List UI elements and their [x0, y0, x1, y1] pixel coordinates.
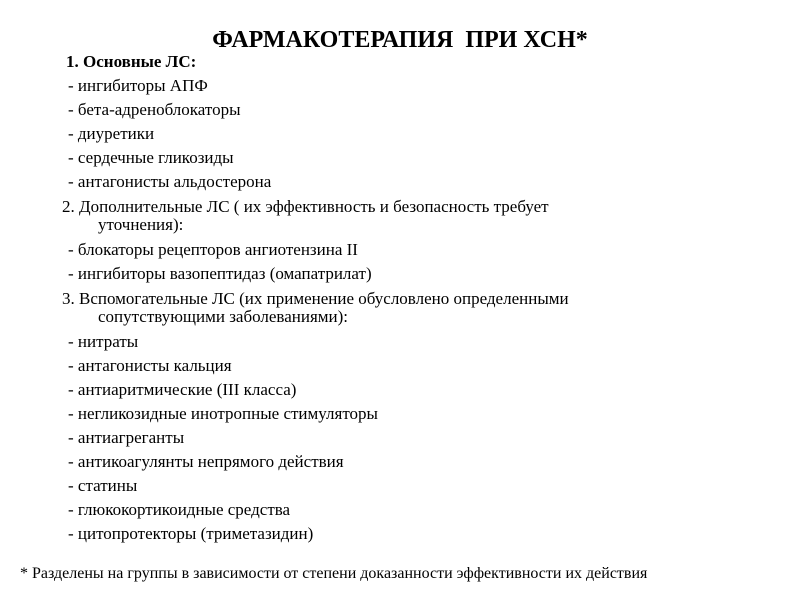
page-title: ФАРМАКОТЕРАПИЯ ПРИ ХСН*	[212, 27, 588, 53]
list-item: - бета-адреноблокаторы	[68, 100, 241, 119]
list-item: - сердечные гликозиды	[68, 148, 234, 167]
list-item: - глюкокортикоидные средства	[68, 500, 291, 519]
section-1-heading: 1. Основные ЛС:	[66, 52, 197, 71]
list-item: - антиаритмические (III класса)	[68, 380, 297, 399]
list-item: - антикоагулянты непрямого действия	[68, 452, 344, 471]
list-item: - негликозидные инотропные стимуляторы	[68, 404, 378, 423]
footnote: * Разделены на группы в зависимости от степени доказанности эффективности их действия	[20, 565, 648, 582]
section-3-heading: 3. Вспомогательные ЛС (их применение обусловлено определенными	[62, 289, 569, 308]
list-item: - ингибиторы АПФ	[68, 76, 208, 95]
list-item: - антагонисты альдостерона	[68, 172, 272, 191]
list-item: - диуретики	[68, 124, 155, 143]
list-item: - нитраты	[68, 332, 139, 351]
section-3-heading-continued: сопутствующими заболеваниями):	[98, 307, 349, 326]
list-item: - ингибиторы вазопептидаз (омапатрилат)	[68, 264, 372, 283]
section-2-heading: 2. Дополнительные ЛС ( их эффективность и безопасность требует	[62, 197, 549, 216]
list-item: - статины	[68, 476, 138, 495]
list-item: - цитопротекторы (триметазидин)	[68, 524, 314, 543]
list-item: - антиагреганты	[68, 428, 185, 447]
list-item: - антагонисты кальция	[68, 356, 232, 375]
section-2-heading-continued: уточнения):	[98, 215, 184, 234]
list-item: - блокаторы рецепторов ангиотензина II	[68, 240, 358, 259]
